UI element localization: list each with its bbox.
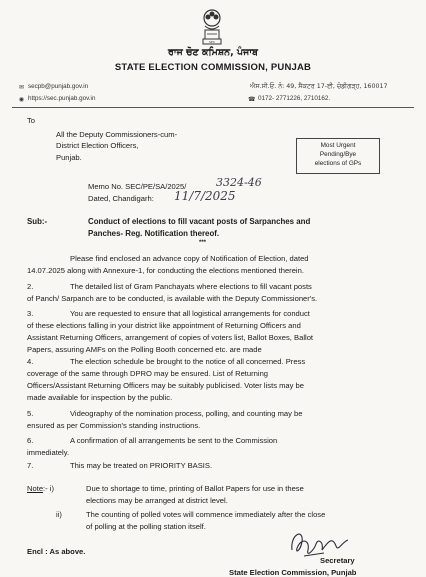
para5-number: 5. bbox=[27, 409, 34, 418]
para4-line-2: coverage of the same through DPRO may be ensured. List of Returning bbox=[27, 369, 269, 378]
urgency-line-1: Most Urgent bbox=[320, 142, 356, 149]
note-ii-number: ii) bbox=[56, 510, 62, 519]
note-ii-line-2: of polling at the polling station itself. bbox=[86, 522, 206, 531]
phone-icon: ☎ bbox=[248, 97, 256, 103]
memo-line bbox=[88, 182, 186, 191]
subject-line-2: Panches- Reg. Notification thereof. bbox=[88, 229, 220, 238]
para2-line-2: of Panch/ Sarpanch are to be conducted, is available with the Deputy Commissioner's. bbox=[27, 294, 318, 303]
para6-line-1: A confirmation of all arrangements be sent to the Commission bbox=[70, 436, 278, 445]
note-i-line-1: Due to shortage to time, printing of Ballot Papers for use in these bbox=[86, 484, 304, 493]
address-punjabi: ਐਸ.ਸੀ.ਓ. ਨੰ: 49, ਸੈਕਟਰ 17-ਈ, ਚੰਡੀਗੜ੍ਹ, 160017 bbox=[250, 83, 388, 90]
subject-label: Sub:- bbox=[27, 217, 48, 226]
email-icon: ✉ bbox=[18, 85, 25, 91]
to-label: To bbox=[27, 116, 36, 125]
para1-line-2: 14.07.2025 along with Annexure-1, for conducting the elections mentioned therein. bbox=[27, 266, 304, 275]
phone-line bbox=[248, 95, 330, 104]
addressee-line-2: District Election Officers, bbox=[56, 141, 139, 150]
urgency-box bbox=[296, 138, 380, 174]
email-line bbox=[18, 83, 88, 92]
para2-number: 2. bbox=[27, 282, 34, 291]
enclosure-line: Encl : As above. bbox=[27, 547, 86, 556]
para3-line-4: Papers, assuring AMFs on the Polling Booth concerned etc. are made bbox=[27, 345, 262, 354]
header-divider bbox=[12, 107, 414, 108]
subject-separator: *** bbox=[199, 240, 207, 246]
commission-title-english: STATE ELECTION COMMISSION, PUNJAB bbox=[114, 62, 312, 73]
dated-label: Dated, Chandigarh: bbox=[88, 194, 154, 203]
phone-text: 0172- 2771226, 2710162. bbox=[258, 95, 331, 102]
note-i-line-2: elections may be arranged at district level. bbox=[86, 496, 228, 505]
para4-line-1: The election schedule be brought to the notice of all concerned. Press bbox=[70, 357, 306, 366]
note-label-suffix: :- i) bbox=[43, 484, 55, 493]
globe-icon: ◉ bbox=[18, 97, 25, 103]
para5-line-2: ensured as per Commission's standing instructions. bbox=[27, 421, 201, 430]
signatory-designation: Secretary bbox=[320, 556, 355, 565]
para7-number: 7. bbox=[27, 461, 34, 470]
note-ii-line-1: The counting of polled votes will commence immediately after the close bbox=[86, 510, 326, 519]
urgency-line-3: elections of GPs bbox=[314, 160, 362, 167]
para3-line-3: Assistant Returning Officers, arrangement of copies of voters list, Ballot Boxes, Ballot bbox=[27, 333, 314, 342]
svg-text:SEC: SEC bbox=[209, 40, 215, 44]
memo-label: Memo No. SEC/PE/SA/2025/ bbox=[88, 182, 187, 191]
addressee-line-1: All the Deputy Commissioners-cum- bbox=[56, 130, 178, 139]
dated-handwritten: 11/7/2025 bbox=[174, 189, 236, 203]
para3-number: 3. bbox=[27, 309, 34, 318]
note-label: Note bbox=[27, 484, 44, 493]
para5-line-1: Videography of the nomination process, polling, and counting may be bbox=[70, 409, 303, 418]
note-label-line bbox=[27, 484, 54, 493]
para7-line-1: This may be treated on PRIORITY BASIS. bbox=[70, 461, 213, 470]
para3-line-1: You are requested to ensure that all logistical arrangements for conduct bbox=[70, 309, 310, 318]
urgency-line-2: Pending/Bye bbox=[319, 151, 357, 158]
website-text: https://sec.punjab.gov.in bbox=[28, 95, 96, 102]
website-line bbox=[18, 95, 95, 104]
subject-line-1: Conduct of elections to fill vacant posts of Sarpanches and bbox=[88, 217, 311, 226]
para1-line-1: Please find enclosed an advance copy of Notification of Election, dated bbox=[70, 254, 309, 263]
para4-line-4: made available for inspection by the public. bbox=[27, 393, 173, 402]
email-text: secpb@punjab.gov.in bbox=[28, 83, 89, 90]
commission-title-punjabi: ਰਾਜ ਚੋਣ ਕਮਿਸ਼ਨ, ਪੰਜਾਬ bbox=[168, 47, 258, 58]
para6-number: 6. bbox=[27, 436, 34, 445]
para4-line-3: Officers/Assistant Returning Officers may be suitably publicised. Voter lists may be bbox=[27, 381, 305, 390]
addressee-line-3: Punjab. bbox=[56, 153, 82, 162]
memo-number-handwritten: 3324-46 bbox=[216, 176, 262, 189]
para6-line-2: immediately. bbox=[27, 448, 70, 457]
state-emblem-icon bbox=[199, 6, 225, 48]
para3-line-2: of these elections falling in your district like appointment of Returning Officers and bbox=[27, 321, 301, 330]
para2-line-1: The detailed list of Gram Panchayats where elections to fill vacant posts bbox=[70, 282, 312, 291]
para4-number: 4. bbox=[27, 357, 34, 366]
signatory-office: State Election Commission, Punjab bbox=[229, 568, 357, 577]
